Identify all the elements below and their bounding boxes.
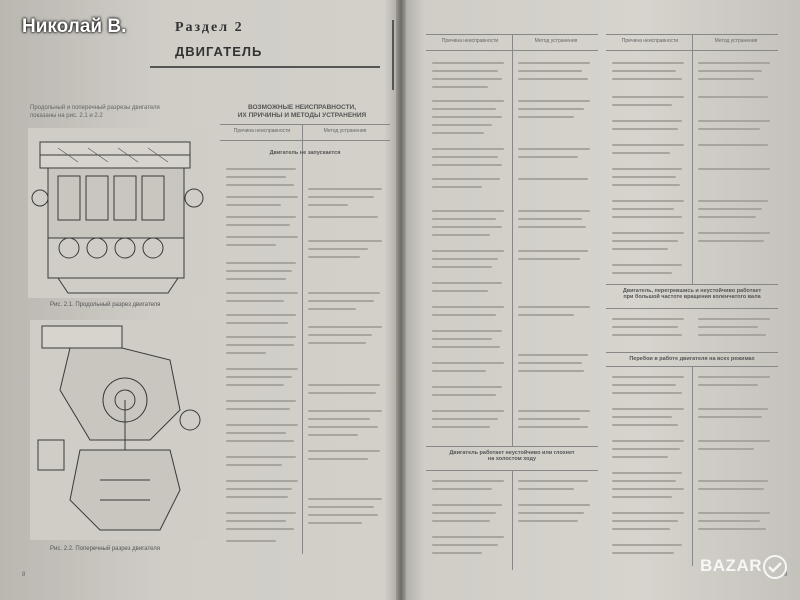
sub1-line2: на холостом ходу [487, 456, 537, 462]
sub3-rule-top [606, 352, 778, 353]
engine-longitudinal-figure [28, 128, 208, 298]
right-tableA-divider [512, 34, 513, 446]
header-rule [150, 66, 380, 68]
sub1-divider [512, 470, 513, 570]
right-tableA-col-method: Метод устранения [534, 38, 578, 44]
section-title: ДВИГАТЕЛЬ [175, 44, 263, 59]
sub1-line1: Двигатель работает неустойчиво или глохнет [449, 450, 575, 456]
table-header-rule [220, 140, 390, 141]
col-cause-header: Причина неисправности [233, 128, 291, 134]
sub2-line2: при большой частоте вращения коленчатого вала [623, 294, 761, 300]
sub3-divider [692, 366, 693, 566]
engine-transverse-figure [30, 320, 210, 540]
table-title-line1: ВОЗМОЖНЫЕ НЕИСПРАВНОСТИ, [247, 104, 357, 111]
sub3-heading: Перебои в работе двигателя на всех режимах [629, 356, 755, 362]
left-page-number: 8 [22, 572, 26, 578]
watermark-text: BAZAR [700, 556, 762, 575]
right-tableB-col-cause: Причина неисправности [621, 38, 679, 44]
figure2-caption: Рис. 2.2. Поперечный разрез двигателя [50, 546, 161, 552]
watermark-logo-icon [762, 554, 788, 580]
right-tableA-col-cause: Причина неисправности [441, 38, 499, 44]
right-tableB-col-method: Метод устранения [714, 38, 758, 44]
section-label: Раздел 2 [175, 20, 244, 35]
sub2-line1: Двигатель, перегревшись и неустойчиво работает [622, 288, 762, 294]
sub2-rule-top [606, 284, 778, 285]
right-page [404, 0, 800, 600]
table-title [222, 104, 382, 120]
right-tableB-divider [692, 34, 693, 284]
table-column-divider [302, 124, 303, 554]
table-subheading: Двигатель не запускается [269, 150, 341, 156]
sub2-heading [606, 288, 778, 300]
intro-caption: Продольный и поперечный разрезы двигателя показаны на рис. 2.1 и 2.2 [30, 105, 160, 119]
table-top-rule [220, 124, 390, 125]
sub1-heading [426, 450, 598, 462]
sub2-rule-bottom [606, 308, 778, 309]
right-page-number: 9 [784, 572, 788, 578]
col-method-header: Метод устранения [323, 128, 367, 134]
header-rule-vertical [392, 20, 394, 90]
figure1-caption: Рис. 2.1. Продольный разрез двигателя [50, 302, 161, 308]
seller-name-overlay: Николай В. [22, 16, 127, 37]
left-page [0, 0, 398, 600]
sub1-rule-top [426, 446, 598, 447]
table-title-line2: ИХ ПРИЧИНЫ И МЕТОДЫ УСТРАНЕНИЯ [237, 112, 367, 119]
